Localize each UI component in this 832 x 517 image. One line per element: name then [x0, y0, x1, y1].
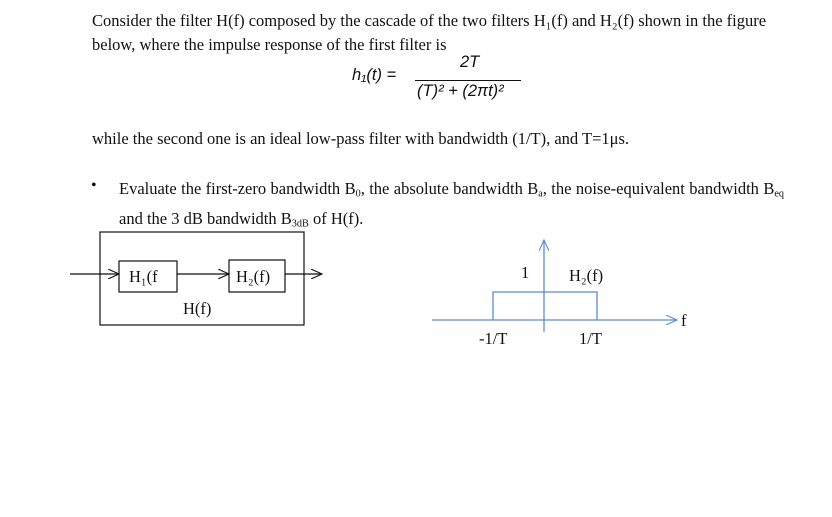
equation-lhs: h₁(t) = — [352, 66, 397, 84]
equation-numerator: 2T — [460, 53, 480, 71]
tick-label-left: -1/T — [479, 329, 508, 348]
outer-block-label: H(f) — [183, 299, 212, 318]
block-diagram — [70, 232, 322, 325]
problem-intro-paragraph: Consider the filter H(f) composed by the cascade of the two filters H₁(f) and H₂(f) shown in the figure below, where the impulse response of the first filter is — [92, 11, 767, 54]
lowpass-rectangle — [493, 292, 597, 320]
block-h1-label: H₁(f — [129, 267, 158, 286]
filter-label: H₂(f) — [569, 266, 604, 285]
f-axis-label: f — [681, 311, 687, 330]
equation-denominator: (T)² + (2πt)² — [417, 82, 504, 100]
block-h2-label: H₂(f) — [236, 267, 271, 286]
amplitude-label: 1 — [521, 263, 530, 282]
bullet-marker: • — [91, 177, 97, 194]
task-bullet-text: Evaluate the first-zero bandwidth $B_0$, the absolute bandwidth $B_a$, the noise-equivalent bandwidth $B_{eq}$ and the 3 dB bandwidth $B_{3dB}$ of H(f). — [119, 179, 784, 230]
second-filter-paragraph: while the second one is an ideal low-pass filter with bandwidth (1/T), and T=1μs. — [92, 129, 630, 148]
tick-label-right: 1/T — [579, 329, 602, 348]
filter-response-plot — [432, 240, 687, 348]
